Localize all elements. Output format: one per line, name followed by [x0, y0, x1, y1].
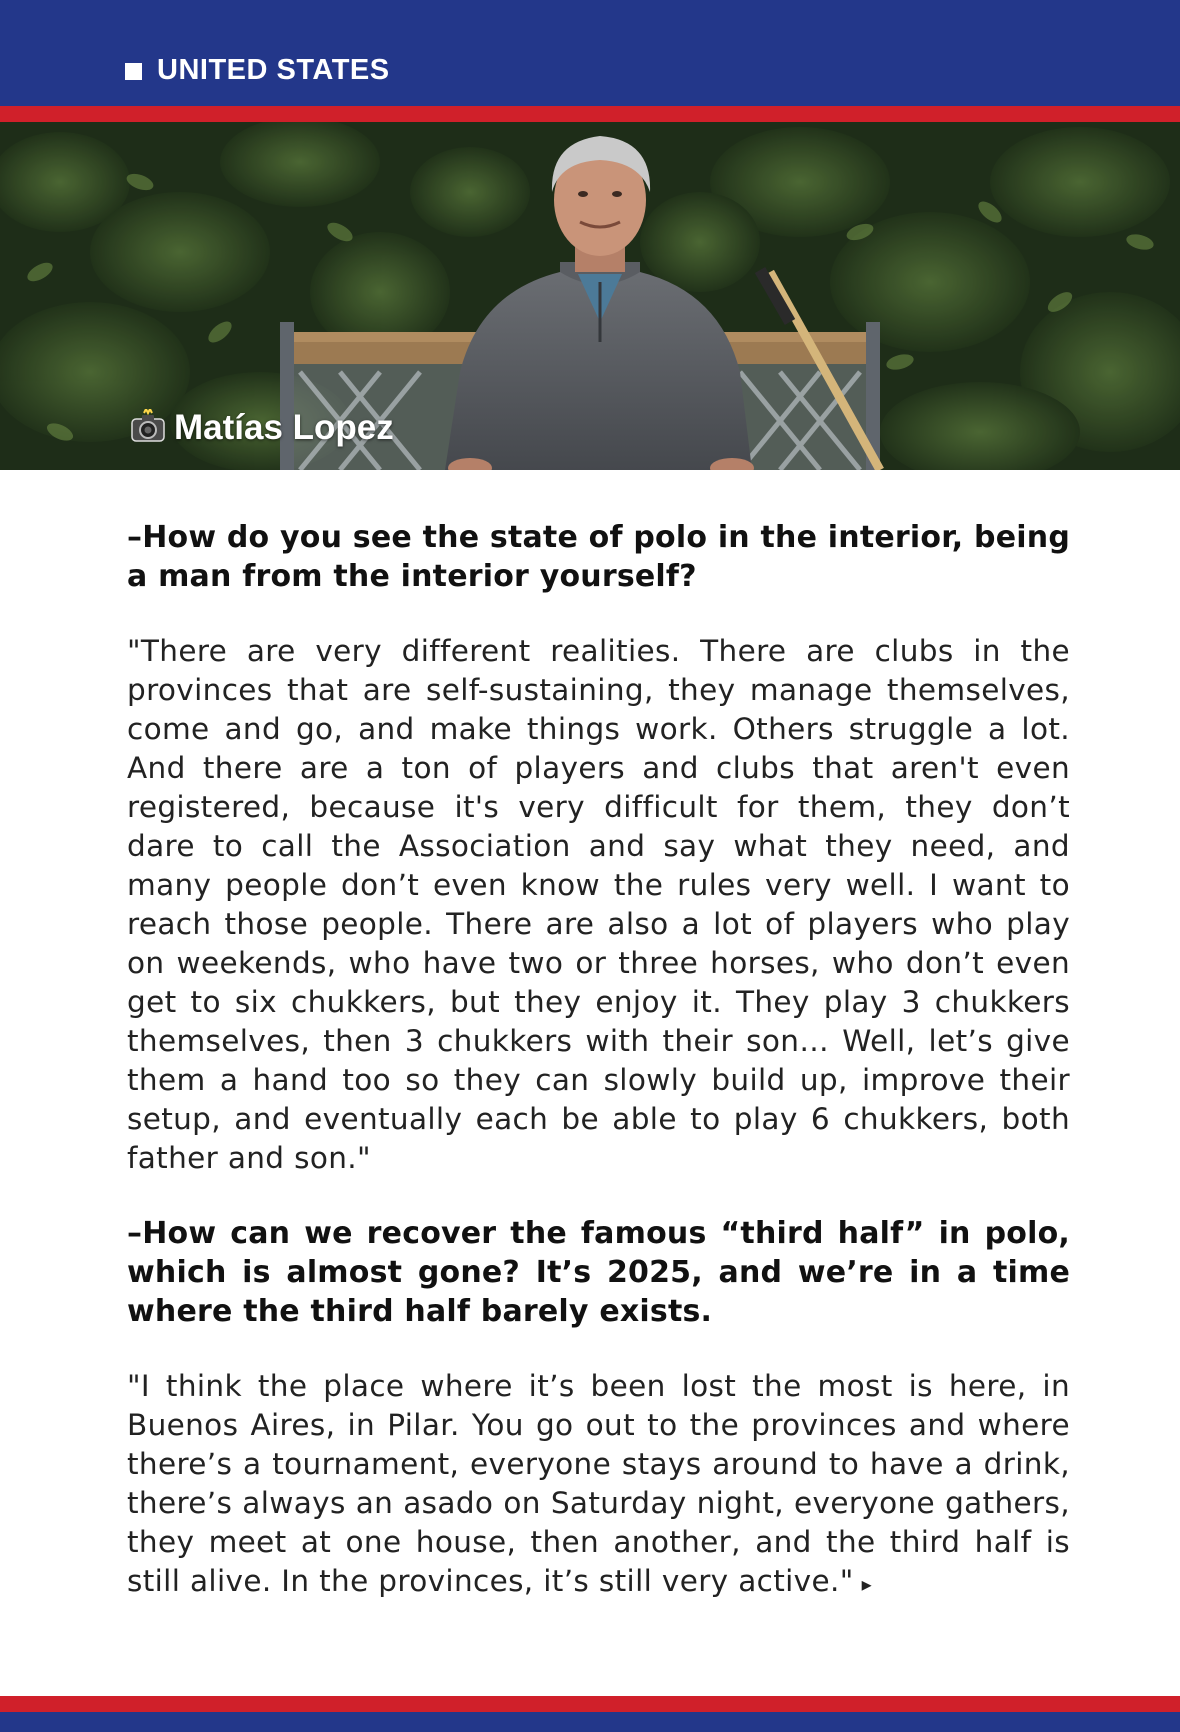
interview-answer: [127, 1367, 1070, 1604]
footer-blue-band: [0, 1712, 1180, 1732]
photo-credit-name: Matías Lopez: [174, 408, 394, 447]
interview-body: [127, 518, 1070, 1640]
photo-credit: [130, 408, 394, 448]
section-title: UNITED STATES: [157, 54, 390, 86]
header-red-stripe: [0, 106, 1180, 122]
interview-answer: "There are very different realities. There are clubs in the provinces that are self-sustaining, they manage themselves, come and go, and make things work. Others struggle a lot. And there are a ton of players and clubs that aren't even registered, because it's very difficult for them, they don’t dare to call the Association and say what they need, and many people don’t even know the rules very well. I want to reach those people. There are also a lot of players who play on weekends, who have two or three horses, who don’t even get to six chukkers, but they enjoy it. They play 3 chukkers themselves, then 3 chukkers with their son… Well, let’s give them a hand too so they can slowly build up, improve their setup, and eventually each be able to play 6 chukkers, both father and son.": [127, 634, 1070, 1175]
interview-question: –How do you see the state of polo in the interior, being a man from the interior yourself?: [127, 520, 1070, 594]
interview-question: –How can we recover the famous “third half” in polo, which is almost gone? It’s 2025, and we’re in a time where the third half barely exists.: [127, 1216, 1070, 1329]
footer-red-stripe: [0, 1696, 1180, 1712]
interview-answer-text: "I think the place where it’s been lost the most is here, in Buenos Aires, in Pilar. You go out to the provinces and where there’s a tournament, everyone stays around to have a drink, there’s always an asado on Saturday night, everyone gathers, they meet at one house, then another, and the third half is still alive. In the provinces, it’s still very active.": [127, 1369, 1070, 1598]
camera-icon: [130, 409, 166, 447]
section-square-icon: [125, 63, 142, 80]
section-header: [0, 0, 1180, 106]
end-of-article-icon: ▸: [861, 1572, 873, 1596]
